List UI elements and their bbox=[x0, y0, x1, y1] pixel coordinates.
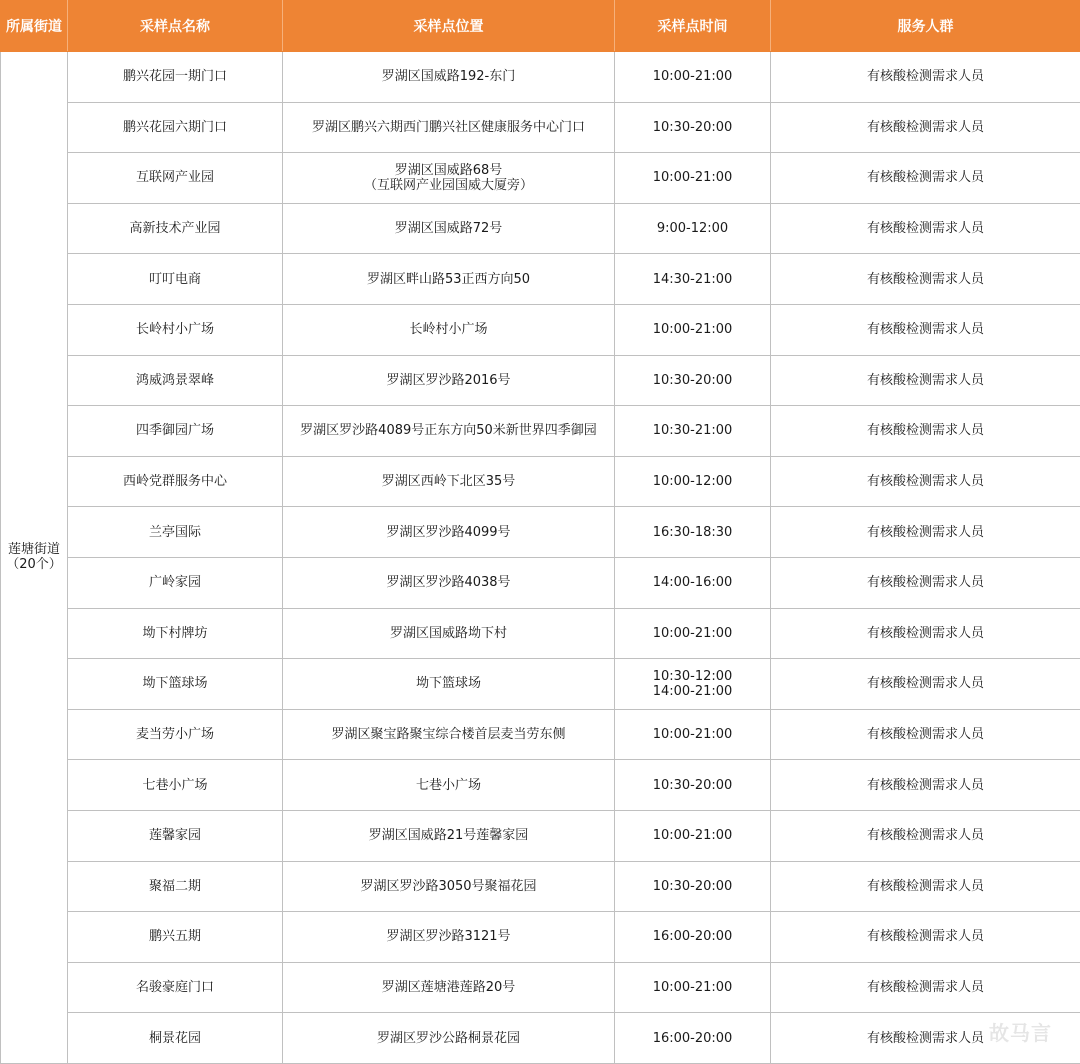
service-group-cell: 有核酸检测需求人员 bbox=[771, 52, 1080, 103]
district-cell bbox=[1, 52, 68, 1064]
service-group-cell: 有核酸检测需求人员 bbox=[771, 507, 1080, 558]
header-site-time: 采样点时间 bbox=[615, 1, 771, 52]
site-name-cell: 莲馨家园 bbox=[68, 810, 283, 861]
service-group-cell: 有核酸检测需求人员 bbox=[771, 861, 1080, 912]
site-time-line: 10:00-21:00 bbox=[652, 828, 733, 844]
header-site-location: 采样点位置 bbox=[283, 1, 615, 52]
service-group-cell: 有核酸检测需求人员 bbox=[771, 304, 1080, 355]
site-location-line: 七巷小广场 bbox=[415, 777, 481, 793]
table-row bbox=[1, 760, 1080, 811]
site-location-cell bbox=[283, 810, 615, 861]
header-site-name: 采样点名称 bbox=[68, 1, 283, 52]
site-time-line: 10:00-21:00 bbox=[652, 322, 733, 338]
site-time-line: 10:00-21:00 bbox=[652, 979, 733, 995]
site-time-cell bbox=[615, 507, 771, 558]
site-time-line: 16:00-20:00 bbox=[652, 1030, 733, 1046]
site-location-cell bbox=[283, 456, 615, 507]
site-name-cell: 鹏兴五期 bbox=[68, 912, 283, 963]
service-group-cell: 有核酸检测需求人员 bbox=[771, 760, 1080, 811]
site-time-line: 16:00-20:00 bbox=[652, 929, 733, 945]
site-time-cell bbox=[615, 456, 771, 507]
site-location-line: 罗湖区国威路21号莲馨家园 bbox=[368, 828, 529, 844]
site-time-line: 10:30-20:00 bbox=[652, 372, 733, 388]
site-name-cell: 四季御园广场 bbox=[68, 406, 283, 457]
site-name-cell: 高新技术产业园 bbox=[68, 203, 283, 254]
watermark: 故马言 bbox=[989, 1021, 1052, 1045]
table-row bbox=[1, 254, 1080, 305]
table-row bbox=[1, 1013, 1080, 1064]
site-time-cell bbox=[615, 355, 771, 406]
site-location-cell bbox=[283, 153, 615, 204]
service-group-cell: 有核酸检测需求人员 bbox=[771, 153, 1080, 204]
site-name-cell: 鹏兴花园六期门口 bbox=[68, 102, 283, 153]
service-group-cell: 有核酸检测需求人员 bbox=[771, 608, 1080, 659]
site-location-cell bbox=[283, 52, 615, 103]
site-location-line: 罗湖区莲塘港莲路20号 bbox=[381, 979, 516, 995]
service-group-cell: 有核酸检测需求人员 bbox=[771, 1013, 1080, 1064]
header-district: 所属街道 bbox=[1, 1, 68, 52]
site-location-cell bbox=[283, 659, 615, 710]
site-location-line: 罗湖区鹏兴六期西门鹏兴社区健康服务中心门口 bbox=[311, 119, 585, 135]
site-name-cell: 兰亭国际 bbox=[68, 507, 283, 558]
site-location-cell bbox=[283, 557, 615, 608]
site-name-cell: 坳下篮球场 bbox=[68, 659, 283, 710]
service-group-cell: 有核酸检测需求人员 bbox=[771, 254, 1080, 305]
site-time-line: 10:00-21:00 bbox=[652, 625, 733, 641]
site-location-line: 罗湖区国威路68号 bbox=[394, 162, 503, 178]
site-time-cell bbox=[615, 254, 771, 305]
service-group-cell: 有核酸检测需求人员 bbox=[771, 355, 1080, 406]
site-time-cell bbox=[615, 912, 771, 963]
table-row bbox=[1, 557, 1080, 608]
table-row bbox=[1, 810, 1080, 861]
service-group-cell: 有核酸检测需求人员 bbox=[771, 203, 1080, 254]
site-time-line: 10:00-21:00 bbox=[652, 170, 733, 186]
service-group-cell: 有核酸检测需求人员 bbox=[771, 102, 1080, 153]
site-location-cell bbox=[283, 962, 615, 1013]
site-name-cell: 互联网产业园 bbox=[68, 153, 283, 204]
site-time-cell bbox=[615, 557, 771, 608]
table-row bbox=[1, 153, 1080, 204]
site-location-line: 罗湖区罗沙路3121号 bbox=[386, 929, 511, 945]
site-location-line: 罗湖区罗沙路2016号 bbox=[386, 372, 511, 388]
table-header-row bbox=[1, 1, 1080, 52]
site-time-line: 10:00-21:00 bbox=[652, 727, 733, 743]
site-location-cell bbox=[283, 203, 615, 254]
site-time-line: 10:30-20:00 bbox=[652, 878, 733, 894]
table-row bbox=[1, 962, 1080, 1013]
table-row bbox=[1, 102, 1080, 153]
site-name-cell: 鹏兴花园一期门口 bbox=[68, 52, 283, 103]
site-time-cell bbox=[615, 659, 771, 710]
site-location-line: （互联网产业园国威大厦旁） bbox=[363, 177, 533, 193]
table-row bbox=[1, 355, 1080, 406]
site-time-cell bbox=[615, 608, 771, 659]
site-location-cell bbox=[283, 102, 615, 153]
site-location-line: 罗湖区罗沙路4099号 bbox=[386, 524, 511, 540]
site-time-line: 14:00-16:00 bbox=[652, 575, 733, 591]
site-name-cell: 鸿威鸿景翠峰 bbox=[68, 355, 283, 406]
site-time-cell bbox=[615, 760, 771, 811]
site-name-cell: 七巷小广场 bbox=[68, 760, 283, 811]
table-body bbox=[1, 52, 1080, 1064]
service-group-cell: 有核酸检测需求人员 bbox=[771, 659, 1080, 710]
site-location-line: 罗湖区国威路坳下村 bbox=[389, 625, 507, 641]
table-row bbox=[1, 912, 1080, 963]
site-location-line: 罗湖区罗沙路3050号聚福花园 bbox=[360, 878, 537, 894]
site-time-cell bbox=[615, 861, 771, 912]
site-name-cell: 聚福二期 bbox=[68, 861, 283, 912]
site-location-cell bbox=[283, 304, 615, 355]
service-group-cell: 有核酸检测需求人员 bbox=[771, 456, 1080, 507]
table-row bbox=[1, 456, 1080, 507]
service-group-cell: 有核酸检测需求人员 bbox=[771, 962, 1080, 1013]
table-row bbox=[1, 608, 1080, 659]
site-location-line: 罗湖区聚宝路聚宝综合楼首层麦当劳东侧 bbox=[331, 727, 566, 743]
site-time-cell bbox=[615, 709, 771, 760]
table-row bbox=[1, 52, 1080, 103]
site-time-cell bbox=[615, 962, 771, 1013]
site-location-cell bbox=[283, 254, 615, 305]
site-name-cell: 长岭村小广场 bbox=[68, 304, 283, 355]
site-location-line: 罗湖区畔山路53正西方向50 bbox=[366, 271, 531, 287]
site-time-line: 14:30-21:00 bbox=[652, 271, 733, 287]
site-location-cell bbox=[283, 709, 615, 760]
site-time-line: 10:00-12:00 bbox=[652, 474, 733, 490]
site-time-line: 9:00-12:00 bbox=[656, 221, 729, 237]
site-location-cell bbox=[283, 760, 615, 811]
site-time-cell bbox=[615, 153, 771, 204]
site-name-cell: 广岭家园 bbox=[68, 557, 283, 608]
site-name-cell: 西岭党群服务中心 bbox=[68, 456, 283, 507]
table-row bbox=[1, 709, 1080, 760]
header-service-group: 服务人群 bbox=[771, 1, 1080, 52]
table-row bbox=[1, 507, 1080, 558]
site-name-cell: 坳下村牌坊 bbox=[68, 608, 283, 659]
service-group-cell: 有核酸检测需求人员 bbox=[771, 557, 1080, 608]
table-row bbox=[1, 203, 1080, 254]
site-name-cell: 名骏豪庭门口 bbox=[68, 962, 283, 1013]
table-row bbox=[1, 406, 1080, 457]
table-row bbox=[1, 861, 1080, 912]
site-location-cell bbox=[283, 861, 615, 912]
site-time-line: 14:00-21:00 bbox=[652, 683, 733, 699]
service-group-cell: 有核酸检测需求人员 bbox=[771, 709, 1080, 760]
site-location-cell bbox=[283, 608, 615, 659]
site-time-line: 10:30-20:00 bbox=[652, 777, 733, 793]
service-group-cell: 有核酸检测需求人员 bbox=[771, 912, 1080, 963]
site-location-line: 罗湖区罗沙路4038号 bbox=[386, 575, 511, 591]
site-location-cell bbox=[283, 355, 615, 406]
site-location-cell bbox=[283, 406, 615, 457]
service-group-cell: 有核酸检测需求人员 bbox=[771, 406, 1080, 457]
site-location-line: 罗湖区罗沙路4089号正东方向50米新世界四季御园 bbox=[300, 423, 597, 439]
site-location-line: 坳下篮球场 bbox=[415, 676, 481, 692]
site-location-line: 罗湖区国威路192-东门 bbox=[381, 69, 516, 85]
site-time-cell bbox=[615, 203, 771, 254]
site-name-cell: 叮叮电商 bbox=[68, 254, 283, 305]
site-time-line: 16:30-18:30 bbox=[652, 524, 733, 540]
site-location-cell bbox=[283, 1013, 615, 1064]
table-row bbox=[1, 304, 1080, 355]
site-time-cell bbox=[615, 52, 771, 103]
site-location-line: 长岭村小广场 bbox=[409, 322, 488, 338]
table-row bbox=[1, 659, 1080, 710]
site-time-cell bbox=[615, 810, 771, 861]
site-time-line: 10:00-21:00 bbox=[652, 69, 733, 85]
site-location-cell bbox=[283, 912, 615, 963]
site-location-cell bbox=[283, 507, 615, 558]
service-group-cell: 有核酸检测需求人员 bbox=[771, 810, 1080, 861]
site-location-line: 罗湖区西岭下北区35号 bbox=[381, 474, 516, 490]
site-time-cell bbox=[615, 304, 771, 355]
site-location-line: 罗湖区罗沙公路桐景花园 bbox=[376, 1030, 520, 1046]
site-time-cell bbox=[615, 1013, 771, 1064]
site-time-line: 10:30-20:00 bbox=[652, 119, 733, 135]
site-name-cell: 桐景花园 bbox=[68, 1013, 283, 1064]
site-time-cell bbox=[615, 406, 771, 457]
district-name: 莲塘街道 bbox=[7, 542, 60, 558]
site-time-line: 10:30-12:00 bbox=[652, 668, 733, 684]
site-name-cell: 麦当劳小广场 bbox=[68, 709, 283, 760]
site-time-cell bbox=[615, 102, 771, 153]
site-location-line: 罗湖区国威路72号 bbox=[394, 221, 503, 237]
district-count: （20个） bbox=[6, 557, 62, 573]
site-time-line: 10:30-21:00 bbox=[652, 423, 733, 439]
